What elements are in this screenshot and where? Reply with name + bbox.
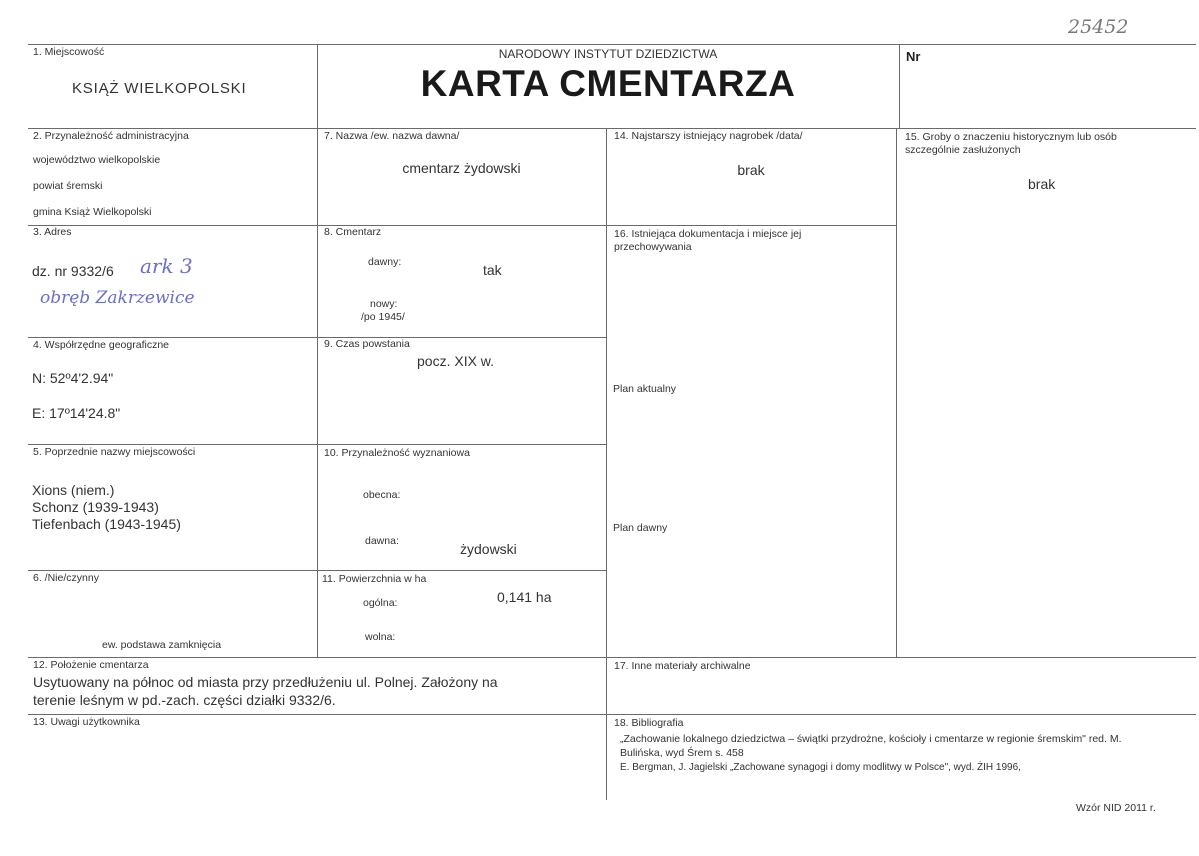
f11-total: ogólna: xyxy=(363,597,398,609)
f7-value: cmentarz żydowski xyxy=(402,160,521,176)
f14-label: 14. Najstarszy istniejący nagrobek /data/ xyxy=(614,130,803,142)
rule-col3 xyxy=(899,44,900,128)
page-title: KARTA CMENTARZA xyxy=(420,63,796,104)
f3-value: dz. nr 9332/6 xyxy=(32,263,114,279)
f3-handwritten-district: obręb Zakrzewice xyxy=(40,288,195,308)
f12-label: 12. Położenie cmentarza xyxy=(33,659,149,671)
f16-label-1: 16. Istniejąca dokumentacja i miejsce jej xyxy=(614,228,802,240)
f12-line1: Usytuowany na północ od miasta przy przedłużeniu ul. Polnej. Założony na xyxy=(33,674,498,690)
f18-label: 18. Bibliografia xyxy=(614,717,684,729)
f2-commune: gmina Książ Wielkopolski xyxy=(33,206,152,218)
f15-label-2: szczególnie zasłużonych xyxy=(905,144,1021,156)
f2-county: powiat śremski xyxy=(33,180,103,192)
f14-value: brak xyxy=(737,162,765,178)
rule-row1 xyxy=(28,128,1196,129)
f11-free: wolna: xyxy=(365,631,396,643)
f15-value: brak xyxy=(1028,176,1056,192)
f8-former-value: tak xyxy=(483,262,502,278)
f4-north: N: 52º4'2.94" xyxy=(32,370,114,386)
f10-former: dawna: xyxy=(365,535,399,547)
rule-col1 xyxy=(317,44,318,657)
f9-label: 9. Czas powstania xyxy=(324,338,410,350)
f5-name-1: Xions (niem.) xyxy=(32,482,115,498)
f17-label: 17. Inne materiały archiwalne xyxy=(614,660,751,672)
f5-label: 5. Poprzednie nazwy miejscowości xyxy=(33,446,196,458)
f4-label: 4. Współrzędne geograficzne xyxy=(33,339,169,351)
f2-label: 2. Przynależność administracyjna xyxy=(33,130,189,142)
f11-label: 11. Powierzchnia w ha xyxy=(322,573,427,585)
rule-top xyxy=(28,44,1196,45)
f1-value: KSIĄŻ WIELKOPOLSKI xyxy=(72,80,247,97)
f1-label: 1. Miejscowość xyxy=(33,46,105,58)
f6-closure: ew. podstawa zamknięcia xyxy=(102,639,222,651)
f8-former: dawny: xyxy=(368,256,402,268)
f5-name-3: Tiefenbach (1943-1945) xyxy=(32,516,181,532)
f12-line2: terenie leśnym w pd.-zach. części działki 9332/6. xyxy=(33,692,336,708)
institute-name: NARODOWY INSTYTUT DZIEDZICTWA xyxy=(498,47,718,61)
f13-label: 13. Uwagi użytkownika xyxy=(33,716,140,728)
f10-label: 10. Przynależność wyznaniowa xyxy=(324,447,470,459)
f8-label: 8. Cmentarz xyxy=(324,226,382,238)
rule-mid-a xyxy=(606,225,896,226)
f10-former-value: żydowski xyxy=(460,541,517,557)
f3-handwritten-sheet: ark 3 xyxy=(140,254,193,278)
rule-col2 xyxy=(606,128,607,800)
f7-label: 7. Nazwa /ew. nazwa dawna/ xyxy=(324,130,460,142)
f8-new-sub: /po 1945/ xyxy=(361,311,405,323)
f18-line1: „Zachowanie lokalnego dziedzictwa – świątki przydrożne, kościoły i cmentarze w regionie śremskim" red. M. xyxy=(620,733,1122,745)
f10-current: obecna: xyxy=(363,489,401,501)
f16-plan-current: Plan aktualny xyxy=(613,383,677,395)
f4-east: E: 17º14'24.8" xyxy=(32,405,121,421)
nr-label: Nr xyxy=(906,49,921,64)
f8-new: nowy: xyxy=(370,298,398,310)
f16-label-2: przechowywania xyxy=(614,241,692,253)
f6-label: 6. /Nie/czynny xyxy=(33,572,99,584)
f16-plan-former: Plan dawny xyxy=(613,522,668,534)
f18-line2: Bulińska, wyd Śrem s. 458 xyxy=(620,747,744,759)
rule-row13 xyxy=(28,714,1196,715)
f5-name-2: Schonz (1939-1943) xyxy=(32,499,159,515)
f11-total-value: 0,141 ha xyxy=(497,589,552,605)
f2-voivodeship: województwo wielkopolskie xyxy=(33,154,161,166)
f15-label-1: 15. Groby o znaczeniu historycznym lub osób xyxy=(905,131,1117,143)
rule-col3b xyxy=(896,128,897,657)
rule-row12 xyxy=(28,657,1196,658)
stamp-number: 25452 xyxy=(1068,16,1129,38)
f3-label: 3. Adres xyxy=(33,226,72,238)
footer-pattern: Wzór NID 2011 r. xyxy=(1076,802,1156,814)
f9-value: pocz. XIX w. xyxy=(417,353,495,369)
f18-line3: E. Bergman, J. Jagielski „Zachowane synagogi i domy modlitwy w Polsce", wyd. ŻIH 1996, xyxy=(620,762,1021,773)
